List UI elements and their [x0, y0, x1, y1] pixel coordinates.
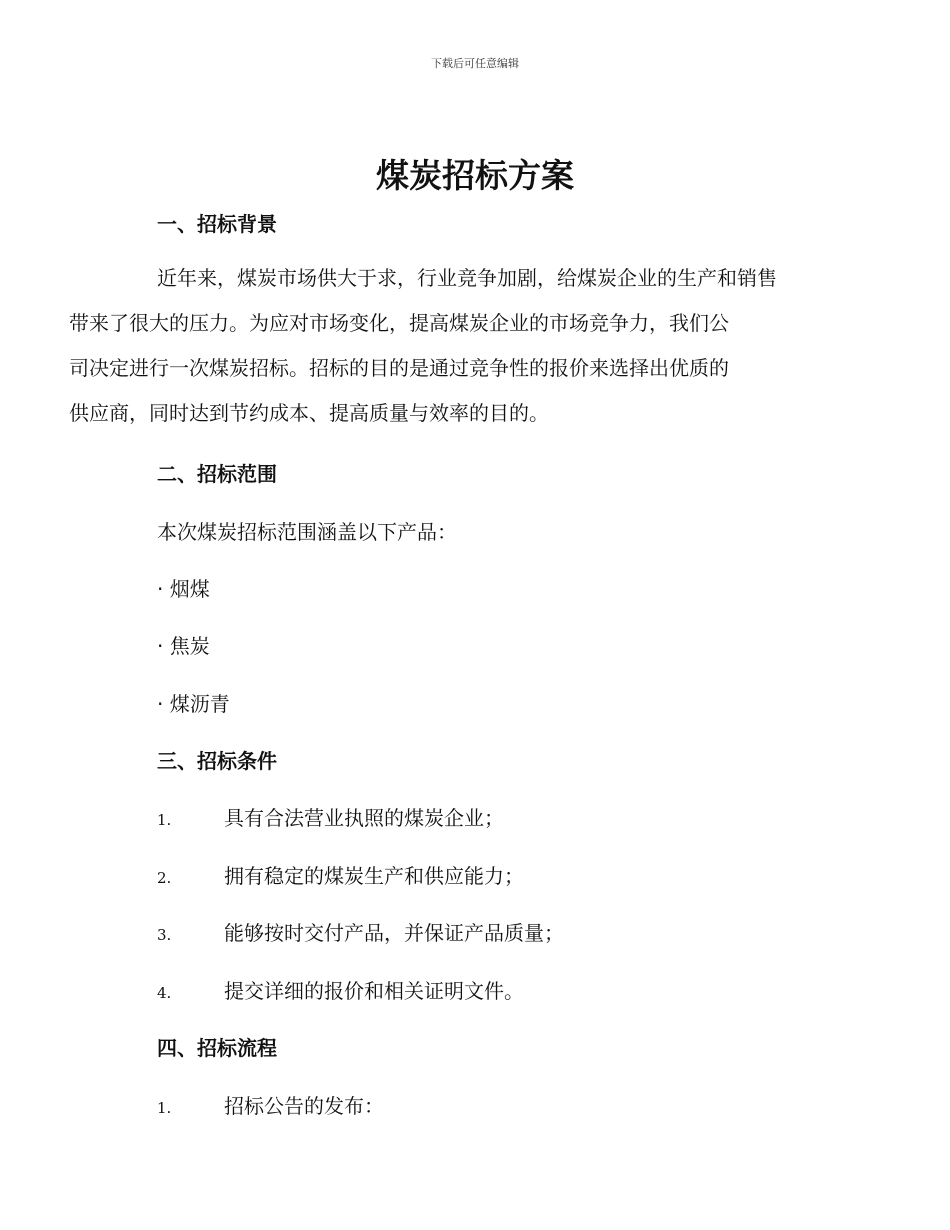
paragraph-line: 带来了很大的压力。为应对市场变化，提高煤炭企业的市场竞争力，我们公	[69, 311, 729, 335]
numbered-item	[157, 860, 524, 889]
item-text: 提交详细的报价和相关证明文件。	[224, 979, 524, 1003]
header-note: 下载后可任意编辑	[431, 57, 519, 70]
numbered-item	[157, 802, 504, 831]
bullet-item: · 煤沥青	[157, 692, 230, 716]
numbered-item	[157, 975, 524, 1004]
item-text: 具有合法营业执照的煤炭企业；	[224, 806, 504, 830]
item-number: 2.	[157, 869, 172, 887]
section-heading-conditions: 三、招标条件	[157, 749, 277, 773]
section-heading-scope: 二、招标范围	[157, 462, 277, 486]
item-number: 3.	[157, 926, 172, 944]
item-number: 4.	[157, 984, 172, 1002]
scope-intro: 本次煤炭招标范围涵盖以下产品：	[157, 520, 457, 544]
item-text: 拥有稳定的煤炭生产和供应能力；	[224, 864, 524, 888]
paragraph-line: 近年来，煤炭市场供大于求，行业竞争加剧，给煤炭企业的生产和销售	[157, 266, 777, 290]
bullet-item: · 烟煤	[157, 577, 210, 601]
document-title: 煤炭招标方案	[376, 156, 574, 195]
background-paragraph	[69, 256, 835, 436]
item-number: 1.	[157, 811, 172, 829]
section-heading-process: 四、招标流程	[157, 1036, 277, 1060]
item-text: 招标公告的发布：	[224, 1094, 384, 1118]
section-heading-background: 一、招标背景	[157, 212, 277, 236]
paragraph-line: 司决定进行一次煤炭招标。招标的目的是通过竞争性的报价来选择出优质的	[69, 356, 729, 380]
item-number: 1.	[157, 1099, 172, 1117]
numbered-item	[157, 917, 564, 946]
numbered-item	[157, 1090, 384, 1119]
bullet-item: · 焦炭	[157, 634, 210, 658]
item-text: 能够按时交付产品，并保证产品质量；	[224, 921, 564, 945]
paragraph-line: 供应商，同时达到节约成本、提高质量与效率的目的。	[69, 401, 549, 425]
